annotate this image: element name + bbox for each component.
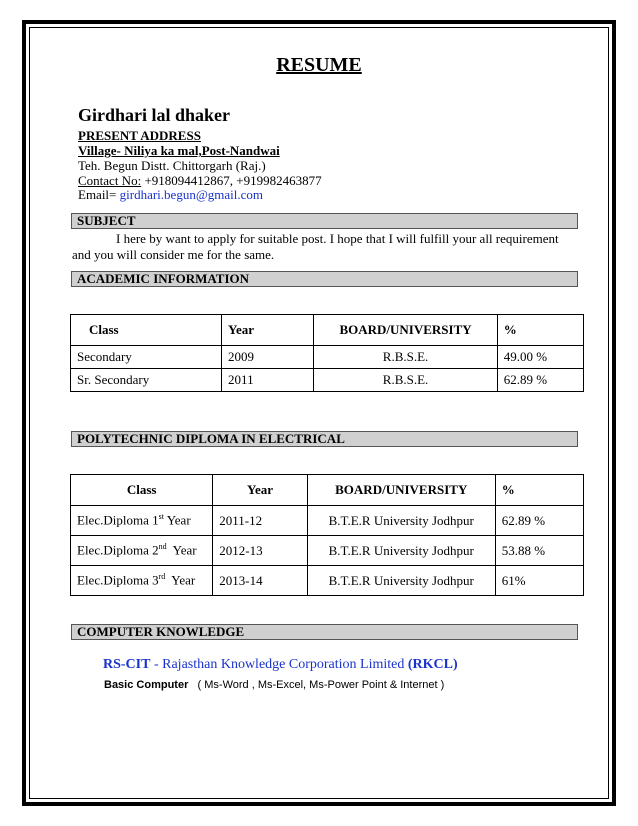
cell-board: R.B.S.E. xyxy=(314,369,498,392)
rscit-code: RS-CIT xyxy=(103,657,151,672)
resume-title: RESUME xyxy=(276,54,362,76)
computer-heading: COMPUTER KNOWLEDGE xyxy=(71,624,578,640)
col-class: Class xyxy=(71,315,222,346)
diploma-heading: POLYTECHNIC DIPLOMA IN ELECTRICAL xyxy=(71,431,578,447)
diploma-header-row xyxy=(71,475,584,506)
subject-line1: I here by want to apply for suitable post. I hope that I will fulfill your all requirement xyxy=(116,231,559,246)
diploma-table xyxy=(70,474,584,596)
basic-computer-label: Basic Computer xyxy=(104,679,189,691)
class-suffix: Year xyxy=(166,542,197,558)
table-row xyxy=(71,369,584,392)
academic-table xyxy=(70,314,584,392)
col-board: BOARD/UNIVERSITY xyxy=(307,475,495,506)
cell-percent: 62.89 % xyxy=(497,369,583,392)
col-year: Year xyxy=(222,315,314,346)
col-year: Year xyxy=(213,475,308,506)
rscit-line xyxy=(103,657,458,673)
academic-heading: ACADEMIC INFORMATION xyxy=(71,271,578,287)
class-suffix: Year xyxy=(163,512,191,528)
col-board: BOARD/UNIVERSITY xyxy=(314,315,498,346)
col-percent: % xyxy=(495,475,583,506)
table-row xyxy=(71,346,584,369)
address-tehsil: Teh. Begun Distt. Chittorgarh (Raj.) xyxy=(78,158,266,173)
academic-header-row xyxy=(71,315,584,346)
cell-percent: 62.89 % xyxy=(495,506,583,536)
table-row xyxy=(71,506,584,536)
contact-label: Contact No: xyxy=(78,173,142,188)
cell-board: B.T.E.R University Jodhpur xyxy=(307,506,495,536)
cell-board: R.B.S.E. xyxy=(314,346,498,369)
subject-line2: and you will consider me for the same. xyxy=(72,247,275,262)
class-prefix: Elec.Diploma 3 xyxy=(77,572,159,588)
class-suffix: Year xyxy=(165,572,196,588)
address-village: Village- Niliya ka mal,Post-Nandwai xyxy=(78,143,280,158)
class-prefix: Elec.Diploma 1 xyxy=(77,512,159,528)
class-ordinal: nd xyxy=(158,542,167,552)
cell-year: 2011-12 xyxy=(213,506,308,536)
candidate-name: Girdhari lal dhaker xyxy=(78,105,231,125)
cell-percent: 53.88 % xyxy=(495,536,583,566)
cell-class xyxy=(71,566,213,596)
cell-year: 2012-13 xyxy=(213,536,308,566)
cell-class: Sr. Secondary xyxy=(71,369,222,392)
rscit-org: - Rajasthan Knowledge Corporation Limited xyxy=(150,657,408,672)
basic-computer-detail: ( Ms-Word , Ms-Excel, Ms-Power Point & Internet ) xyxy=(188,679,445,691)
table-row xyxy=(71,566,584,596)
cell-percent: 61% xyxy=(495,566,583,596)
cell-percent: 49.00 % xyxy=(497,346,583,369)
email-label: Email= xyxy=(78,187,120,202)
cell-class: Secondary xyxy=(71,346,222,369)
cell-year: 2009 xyxy=(222,346,314,369)
address-heading: PRESENT ADDRESS xyxy=(78,128,201,143)
class-ordinal: st xyxy=(158,512,164,522)
col-class: Class xyxy=(71,475,213,506)
cell-year: 2013-14 xyxy=(213,566,308,596)
email-link[interactable]: girdhari.begun@gmail.com xyxy=(119,187,264,202)
basic-computer-line xyxy=(104,679,444,691)
table-row xyxy=(71,536,584,566)
cell-board: B.T.E.R University Jodhpur xyxy=(307,536,495,566)
cell-board: B.T.E.R University Jodhpur xyxy=(307,566,495,596)
rscit-abbr: (RKCL) xyxy=(407,657,458,672)
class-prefix: Elec.Diploma 2 xyxy=(77,542,159,558)
email-line xyxy=(78,187,263,203)
cell-class xyxy=(71,536,213,566)
cell-class xyxy=(71,506,213,536)
cell-year: 2011 xyxy=(222,369,314,392)
subject-heading: SUBJECT xyxy=(71,213,578,229)
class-ordinal: rd xyxy=(158,572,166,582)
contact-value: +918094412867, +919982463877 xyxy=(141,173,322,188)
col-percent: % xyxy=(497,315,583,346)
